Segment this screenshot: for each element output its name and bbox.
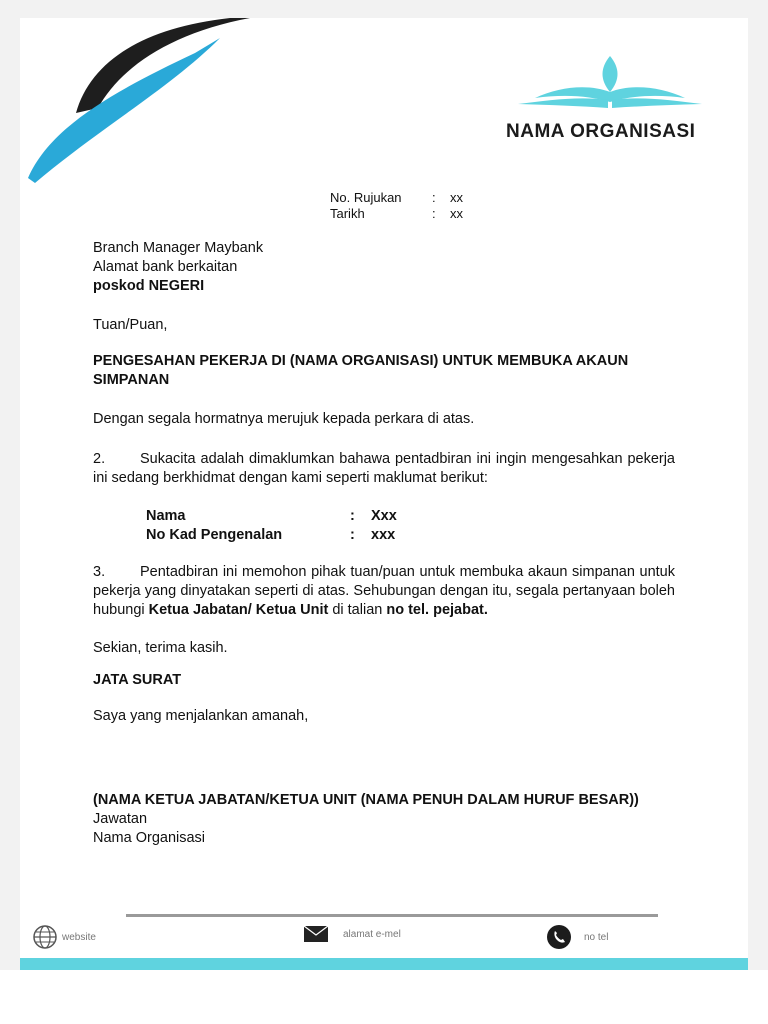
salutation: Tuan/Puan,: [93, 317, 168, 333]
corner-swoosh-decoration: [20, 18, 250, 188]
letter-page: [20, 18, 748, 970]
paragraph-2-text: Sukacita adalah dimaklumkan bahawa pentadbiran ini ingin mengesahkan pekerja ini sedang berkhidmat dengan kami seperti maklumat berikut:: [93, 451, 675, 486]
paragraph-3-number: 3.: [93, 564, 106, 580]
lotus-logo-icon: [510, 56, 710, 116]
paragraph-3-text-a: Pentadbiran ini memohon pihak tuan/puan untuk membuka akaun simpanan untuk pekerja yang dinyatakan seperti di atas. Sehubungan dengan itu, segala pertanyaan boleh hubungi: [93, 564, 675, 618]
reference-number-colon: :: [432, 190, 436, 205]
signatory-position: Jawatan: [93, 811, 148, 827]
employee-details: [146, 507, 728, 545]
footer-divider: [126, 914, 658, 917]
paragraph-1: Dengan segala hormatnya merujuk kepada perkara di atas.: [93, 411, 475, 427]
organization-logo: [510, 56, 710, 121]
signatory-block: [93, 791, 675, 848]
letterhead-seal-placeholder: JATA SURAT: [93, 672, 182, 688]
paragraph-3: [93, 563, 675, 620]
footer-phone-text: no tel: [584, 931, 609, 943]
viewer-background-bottom: [0, 970, 768, 1024]
footer-accent-bar: [20, 958, 748, 970]
viewer-background-right: [748, 0, 768, 1024]
date-value: xx: [450, 206, 463, 221]
recipient-address: [93, 239, 675, 296]
reference-number-label: No. Rujukan: [330, 190, 402, 205]
recipient-line-3: poskod NEGERI: [93, 278, 205, 294]
date-row: [330, 206, 463, 222]
paragraph-3-phone: no tel. pejabat.: [386, 602, 488, 618]
viewer-background-top: [0, 0, 768, 18]
footer-phone: [546, 924, 608, 950]
reference-number-row: [330, 190, 463, 206]
detail-colon: :: [350, 527, 355, 543]
paragraph-3-text-b: di talian: [328, 602, 387, 618]
paragraph-2: [93, 450, 675, 488]
recipient-line-1: Branch Manager Maybank: [93, 240, 264, 256]
viewer-background-left: [0, 0, 20, 1024]
closing-line: Sekian, terima kasih.: [93, 640, 228, 656]
detail-row-name: [146, 507, 728, 526]
detail-colon: :: [350, 508, 355, 524]
reference-number-value: xx: [450, 190, 463, 205]
detail-row-ic-number: [146, 526, 728, 545]
envelope-icon: [303, 924, 329, 944]
organization-logo-text: NAMA ORGANISASI: [506, 121, 696, 142]
globe-icon: [32, 924, 58, 950]
footer-website-text: website: [62, 931, 96, 943]
paragraph-2-number: 2.: [93, 451, 106, 467]
footer-email: [303, 924, 401, 944]
reference-block: [330, 190, 463, 222]
sign-off: Saya yang menjalankan amanah,: [93, 708, 309, 724]
recipient-line-2: Alamat bank berkaitan: [93, 259, 238, 275]
phone-icon: [546, 924, 572, 950]
detail-label: No Kad Pengenalan: [146, 527, 283, 543]
footer-email-text: alamat e-mel: [343, 928, 401, 940]
detail-label: Nama: [146, 508, 186, 524]
detail-value: Xxx: [371, 508, 397, 524]
letter-subject: PENGESAHAN PEKERJA DI (NAMA ORGANISASI) UNTUK MEMBUKA AKAUN SIMPANAN: [93, 353, 629, 388]
detail-value: xxx: [371, 527, 396, 543]
footer-website: [32, 924, 96, 950]
paragraph-3-contact-person: Ketua Jabatan/ Ketua Unit: [148, 602, 329, 618]
signatory-organization: Nama Organisasi: [93, 830, 206, 846]
date-colon: :: [432, 206, 436, 221]
date-label: Tarikh: [330, 206, 365, 221]
signatory-name: (NAMA KETUA JABATAN/KETUA UNIT (NAMA PENUH DALAM HURUF BESAR)): [93, 792, 639, 808]
